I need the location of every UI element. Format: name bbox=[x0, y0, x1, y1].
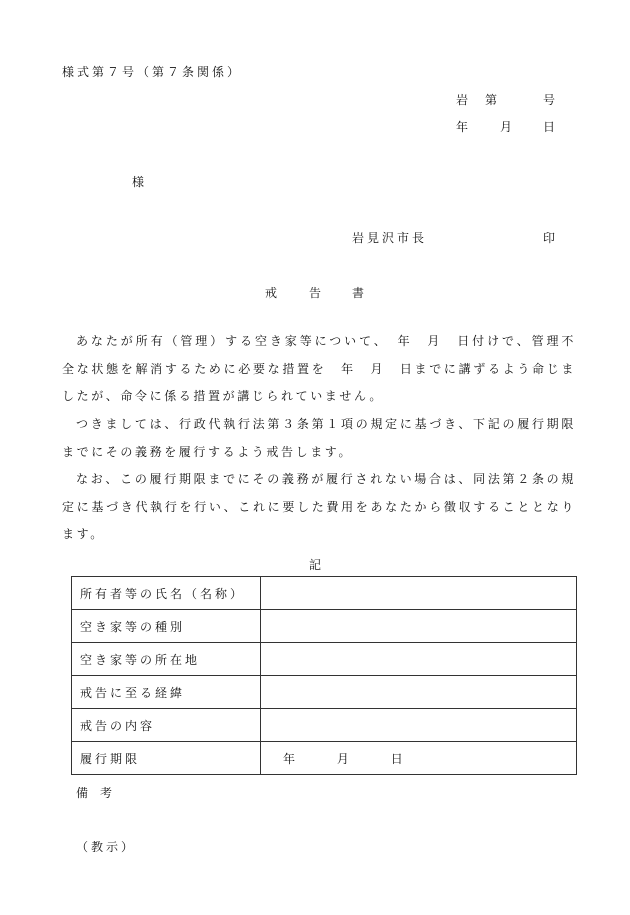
record-table bbox=[71, 576, 577, 775]
row-value-location bbox=[261, 643, 577, 676]
row-value-content bbox=[261, 709, 577, 742]
table-row bbox=[72, 709, 577, 742]
deadline-month: 月 bbox=[336, 751, 352, 766]
doc-number-go: 号 bbox=[543, 93, 556, 107]
issuer-name: 岩見沢市長 bbox=[352, 231, 428, 245]
ki-label: 記 bbox=[309, 558, 322, 572]
row-value-owner-name bbox=[261, 577, 577, 610]
table-row bbox=[72, 643, 577, 676]
title-char-3: 書 bbox=[352, 286, 365, 300]
issue-date-day: 日 bbox=[543, 120, 556, 134]
paragraph-order: あなたが所有（管理）する空き家等について、 年 月 日付けで、管理不全な状態を解消するために必要な措置を 年 月 日までに講ずるよう命じましたが、命令に係る措置が講じられていません。 bbox=[62, 334, 576, 403]
doc-number-prefix: 岩 bbox=[456, 93, 469, 107]
row-value-background bbox=[261, 676, 577, 709]
instruction-label: （教示） bbox=[76, 840, 137, 854]
title-char-1: 戒 bbox=[265, 286, 278, 300]
row-label-house-type: 空き家等の種別 bbox=[72, 610, 261, 643]
paragraph-warning: つきましては、行政代執行法第３条第１項の規定に基づき、下記の履行期限までにその義務を履行するよう戒告します。 bbox=[62, 417, 576, 459]
table-row bbox=[72, 676, 577, 709]
doc-number-dai: 第 bbox=[485, 93, 498, 107]
row-label-content: 戒告の内容 bbox=[72, 709, 261, 742]
row-label-location: 空き家等の所在地 bbox=[72, 643, 261, 676]
deadline-date bbox=[261, 742, 577, 775]
form-number: 様式第７号（第７条関係） bbox=[62, 65, 243, 79]
remarks-label: 備 考 bbox=[76, 786, 113, 800]
row-label-owner-name: 所有者等の氏名（名称） bbox=[72, 577, 261, 610]
title-char-2: 告 bbox=[309, 286, 322, 300]
table-row bbox=[72, 577, 577, 610]
issue-date-year: 年 bbox=[456, 120, 469, 134]
addressee-suffix: 様 bbox=[132, 175, 145, 189]
row-label-background: 戒告に至る経緯 bbox=[72, 676, 261, 709]
deadline-year: 年 bbox=[283, 751, 299, 766]
seal-mark: 印 bbox=[543, 231, 556, 245]
table-row bbox=[72, 610, 577, 643]
table-row bbox=[72, 742, 577, 775]
paragraph-enforcement: なお、この履行期限までにその義務が履行されない場合は、同法第２条の規定に基づき代執行を行い、これに要した費用をあなたから徴収することとなります。 bbox=[62, 472, 576, 541]
deadline-day: 日 bbox=[390, 751, 406, 766]
row-value-house-type bbox=[261, 610, 577, 643]
row-label-deadline: 履行期限 bbox=[72, 742, 261, 775]
issue-date-month: 月 bbox=[500, 120, 513, 134]
